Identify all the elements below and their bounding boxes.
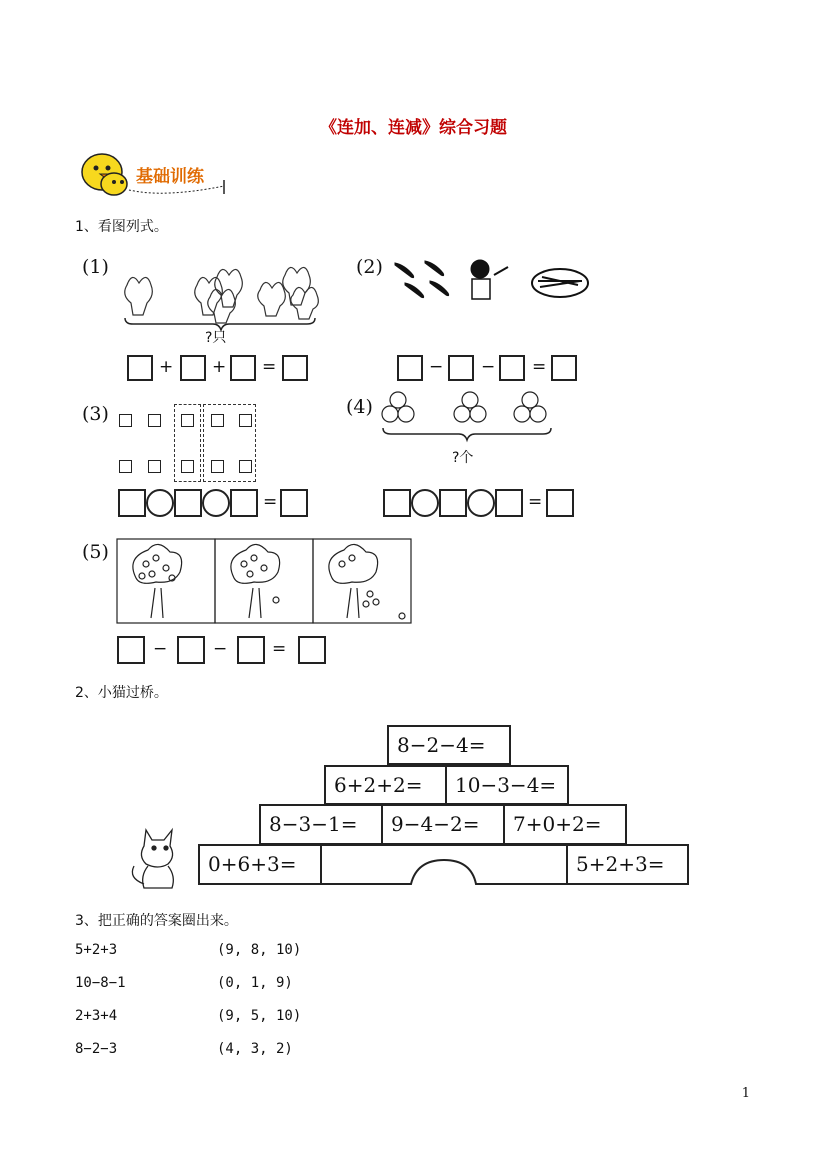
operator: = — [262, 357, 277, 377]
part-4-label: (4) — [346, 396, 373, 418]
answer-box[interactable] — [280, 489, 308, 517]
bridge-brick[interactable]: 10−3−4= — [445, 765, 569, 805]
operator: = — [263, 492, 278, 512]
bridge-brick[interactable]: 8−2−4= — [387, 725, 511, 765]
operator: − — [429, 357, 444, 377]
answer-box[interactable] — [397, 355, 423, 381]
bridge-brick[interactable]: 0+6+3= — [198, 844, 323, 885]
expression: 8−2−3 — [75, 1041, 118, 1057]
answer-choices[interactable]: (9, 5, 10) — [217, 1008, 302, 1024]
answer-circle[interactable] — [467, 489, 495, 517]
operator: + — [212, 357, 227, 377]
answer-box[interactable] — [127, 355, 153, 381]
question-2-heading: 2、小猫过桥。 — [75, 685, 168, 701]
answer-box[interactable] — [499, 355, 525, 381]
operator: = — [528, 492, 543, 512]
answer-box[interactable] — [448, 355, 474, 381]
answer-box[interactable] — [230, 489, 258, 517]
bridge-brick[interactable]: 6+2+2= — [324, 765, 447, 805]
answer-box[interactable] — [439, 489, 467, 517]
operator: = — [272, 639, 287, 659]
brace — [383, 428, 553, 442]
operator: = — [532, 357, 547, 377]
answer-box[interactable] — [118, 489, 146, 517]
answer-box[interactable] — [237, 636, 265, 664]
balls-illustration — [378, 390, 558, 430]
bridge-arch — [321, 844, 568, 885]
expression: 5+2+3 — [75, 942, 118, 958]
question-1-heading: 1、看图列式。 — [75, 219, 168, 235]
answer-box[interactable] — [298, 636, 326, 664]
cat-icon — [126, 826, 186, 892]
answer-circle[interactable] — [411, 489, 439, 517]
brace-label-1: ?只 — [205, 330, 227, 346]
page-title: 《连加、连减》综合习题 — [320, 118, 507, 138]
apple-trees-illustration — [116, 538, 412, 624]
question-3-heading: 3、把正确的答案圈出来。 — [75, 913, 238, 929]
answer-box[interactable] — [230, 355, 256, 381]
small-square — [119, 460, 132, 473]
answer-box[interactable] — [117, 636, 145, 664]
page-number: 1 — [741, 1086, 750, 1101]
small-square — [148, 414, 161, 427]
section-badge-label: 基础训练 — [136, 167, 204, 187]
answer-box[interactable] — [180, 355, 206, 381]
cats-illustration — [115, 255, 325, 325]
answer-circle[interactable] — [202, 489, 230, 517]
small-square — [148, 460, 161, 473]
answer-box[interactable] — [177, 636, 205, 664]
part-3-label: (3) — [82, 403, 109, 425]
operator: − — [213, 639, 228, 659]
expression: 2+3+4 — [75, 1008, 118, 1024]
answer-circle[interactable] — [146, 489, 174, 517]
bridge-brick[interactable]: 7+0+2= — [503, 804, 627, 845]
part-5-label: (5) — [82, 541, 109, 563]
bridge-brick[interactable]: 9−4−2= — [381, 804, 505, 845]
answer-box[interactable] — [551, 355, 577, 381]
answer-box[interactable] — [383, 489, 411, 517]
answer-choices[interactable]: (4, 3, 2) — [217, 1041, 293, 1057]
answer-choices[interactable]: (0, 1, 9) — [217, 975, 293, 991]
part-1-label: (1) — [82, 256, 109, 278]
answer-choices[interactable]: (9, 8, 10) — [217, 942, 302, 958]
operator: + — [159, 357, 174, 377]
dashed-group — [203, 404, 256, 482]
answer-box[interactable] — [282, 355, 308, 381]
part-2-label: (2) — [356, 256, 383, 278]
expression: 10−8−1 — [75, 975, 126, 991]
dashed-group — [174, 404, 201, 482]
peppers-girl-basket-illustration — [390, 255, 590, 305]
operator: − — [481, 357, 496, 377]
brace-label-4: ?个 — [452, 450, 474, 466]
answer-box[interactable] — [495, 489, 523, 517]
small-square — [119, 414, 132, 427]
bridge-brick[interactable]: 5+2+3= — [566, 844, 689, 885]
answer-box[interactable] — [174, 489, 202, 517]
bridge-brick[interactable]: 8−3−1= — [259, 804, 383, 845]
answer-box[interactable] — [546, 489, 574, 517]
operator: − — [153, 639, 168, 659]
